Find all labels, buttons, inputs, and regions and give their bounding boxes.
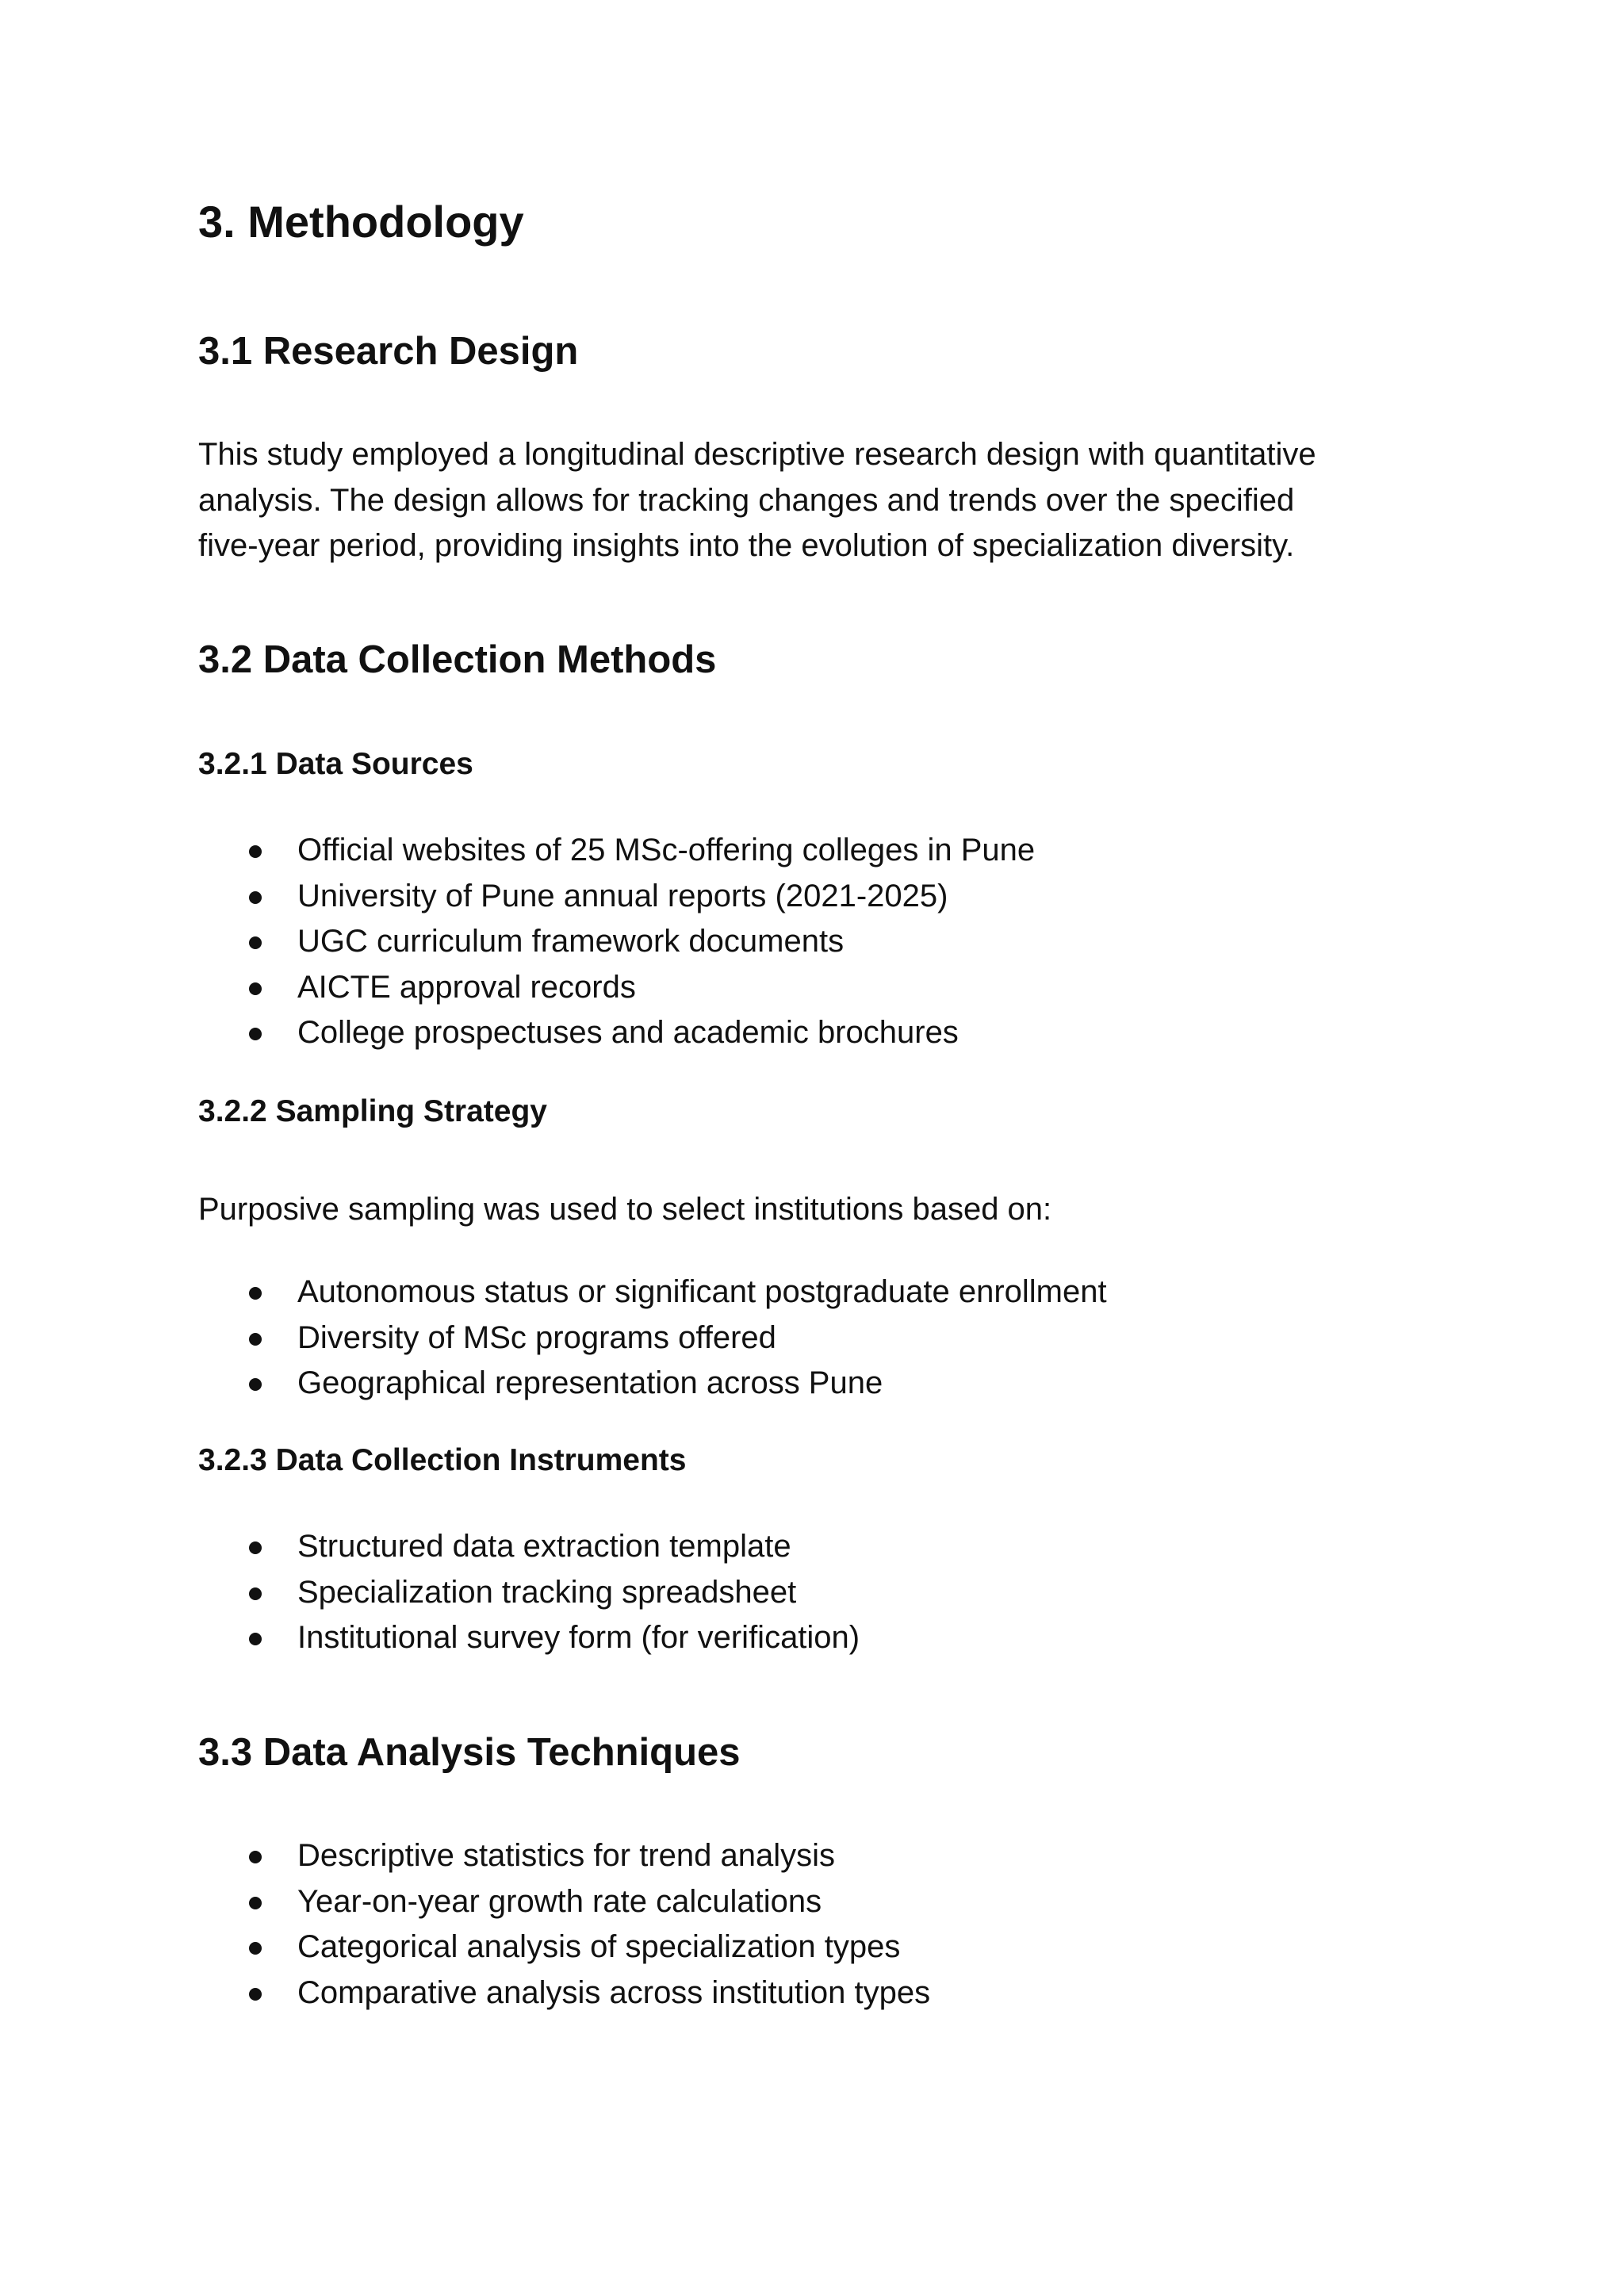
list-item-text: Autonomous status or significant postgraduate enrollment [297,1274,1107,1309]
bullet-icon [249,891,262,904]
bullet-icon [249,1897,262,1909]
list-item [198,1924,930,1970]
list-item [198,1615,860,1661]
list-item [198,1361,1107,1407]
list-item [198,965,1035,1011]
sampling-criteria-list [198,1270,1107,1407]
list-item-text: College prospectuses and academic brochures [297,1015,959,1050]
subsection-title-sampling: 3.2.2 Sampling Strategy [198,1094,547,1128]
list-item-text: Comparative analysis across institution types [297,1974,931,2010]
subsection-title-data-sources: 3.2.1 Data Sources [198,747,473,781]
list-item-text: Specialization tracking spreadsheet [297,1574,797,1610]
list-item-text: Geographical representation across Pune [297,1365,883,1400]
bullet-icon [249,1988,262,2001]
list-item [198,1570,860,1616]
research-design-paragraph [198,432,1435,569]
bullet-icon [249,1851,262,1863]
analysis-techniques-list [198,1833,930,2016]
bullet-icon [249,982,262,995]
list-item [198,874,1035,920]
list-item [198,1010,1035,1056]
list-item [198,1270,1107,1316]
list-item [198,919,1035,965]
paragraph-line: analysis. The design allows for tracking changes and trends over the specified [198,482,1295,518]
section-title-research-design: 3.1 Research Design [198,330,579,373]
paragraph-line: This study employed a longitudinal descriptive research design with quantitative [198,437,1316,472]
bullet-icon [249,1541,262,1554]
section-title-data-collection: 3.2 Data Collection Methods [198,638,717,681]
list-item-text: Diversity of MSc programs offered [297,1319,776,1355]
bullet-icon [249,1942,262,1955]
bullet-icon [249,1287,262,1300]
list-item [198,1970,930,2016]
list-item-text: Descriptive statistics for trend analysis [297,1838,836,1873]
list-item-text: UGC curriculum framework documents [297,924,845,959]
bullet-icon [249,1633,262,1645]
list-item [198,1524,860,1570]
data-sources-list [198,828,1035,1056]
bullet-icon [249,1378,262,1391]
section-title-analysis: 3.3 Data Analysis Techniques [198,1731,741,1774]
list-item-text: AICTE approval records [297,969,636,1005]
list-item [198,1316,1107,1361]
bullet-icon [249,1587,262,1600]
list-item-text: Year-on-year growth rate calculations [297,1883,822,1919]
list-item [198,1879,930,1925]
paragraph-line: five-year period, providing insights into the evolution of specialization diversity. [198,528,1295,563]
sampling-lead-text: Purposive sampling was used to select institutions based on: [198,1192,1052,1227]
subsection-title-instruments: 3.2.3 Data Collection Instruments [198,1443,687,1477]
list-item [198,828,1035,874]
list-item-text: Categorical analysis of specialization types [297,1929,901,1964]
bullet-icon [249,1333,262,1346]
list-item-text: Structured data extraction template [297,1529,791,1564]
list-item [198,1833,930,1879]
list-item-text: Official websites of 25 MSc-offering colleges in Pune [297,833,1036,867]
bullet-icon [249,1028,262,1040]
bullet-icon [249,936,262,949]
page-title: 3. Methodology [198,197,524,247]
list-item-text: Institutional survey form (for verification) [297,1620,860,1655]
bullet-icon [249,845,262,858]
list-item-text: University of Pune annual reports (2021-2025) [297,878,948,913]
instruments-list [198,1524,860,1661]
